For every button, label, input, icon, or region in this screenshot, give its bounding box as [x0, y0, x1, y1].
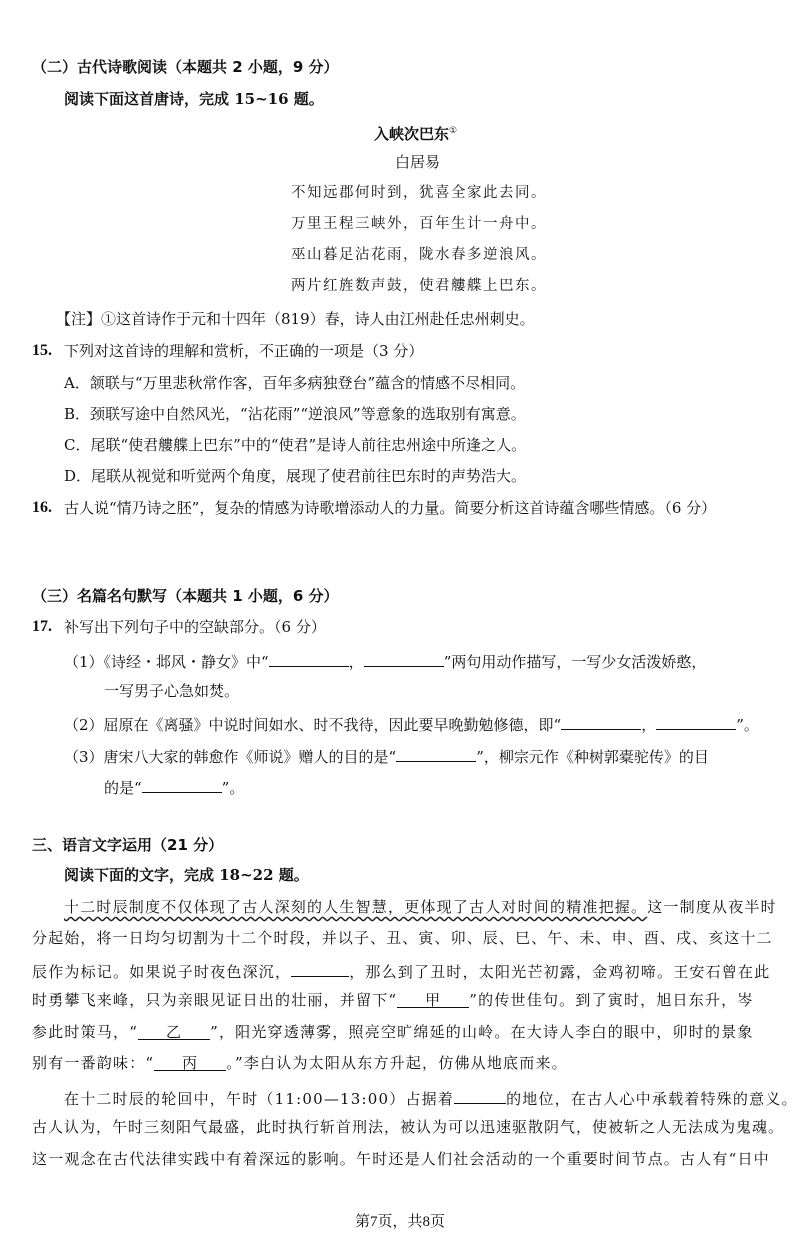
q17-item2-text-a: （2）屈原在《离骚》中说时间如水、时不我待，因此要早晚勤勉修德，即“	[64, 716, 562, 734]
passage-line4-text-b: ”的传世佳句。到了寅时，旭日东升，岑	[469, 991, 754, 1009]
passage-line4-text-a: 时勇攀飞来峰，只为亲眼见证日出的壮丽，并留下“	[32, 991, 398, 1009]
passage-line5-text-a: 参此时策马，“	[32, 1023, 139, 1041]
passage-line5-text-b: ”，阳光穿透薄雾，照亮空旷绵延的山岭。在大诗人李白的眼中，卯时的景象	[210, 1023, 754, 1041]
passage-underlined-sentence: 十二时辰制度不仅体现了古人深刻的人生智慧，更体现了古人对时间的精准把握。	[64, 898, 648, 916]
q17-item1-cont: 一写男子心急如焚。	[104, 682, 240, 700]
poem-line-2: 万里王程三峡外，百年生计一舟中。	[291, 216, 547, 232]
q17-item2-text-b: ，	[641, 716, 657, 734]
passage-line-4	[32, 989, 754, 1011]
q17-item3-cont	[104, 774, 244, 799]
q17-item3-text-a: （3）唐宋八大家的韩愈作《师说》赠人的目的是“	[64, 748, 397, 766]
passage-line-3	[32, 958, 770, 983]
q17-item1-blank-2[interactable]	[364, 648, 444, 667]
q17-item-1	[64, 648, 706, 673]
passage-blank-jia[interactable]: 甲	[397, 989, 469, 1008]
poem-author: 白居易	[395, 153, 441, 171]
passage-blank-bing[interactable]: 丙	[154, 1052, 226, 1071]
passage-blank-1[interactable]	[291, 958, 349, 977]
passage-p2-line-3: 这一观念在古代法律实践中有着深远的影响。午时还是人们社会活动的一个重要时间节点。古人有“日中	[32, 1150, 770, 1168]
q17-number: 17.	[32, 618, 52, 635]
section-title-poetry: （二）古代诗歌阅读（本题共 2 小题，9 分）	[32, 58, 339, 76]
q17-item1-blank-1[interactable]	[269, 648, 349, 667]
poem-line-3: 巫山暮足沾花雨，陇水春多逆浪风。	[291, 247, 547, 263]
passage-line6-text-a: 别有一番韵味：“	[32, 1054, 155, 1072]
passage-blank-yi[interactable]: 乙	[138, 1021, 210, 1040]
passage-blank-2[interactable]	[454, 1085, 506, 1104]
page-footer: 第7页，共8页	[354, 1214, 445, 1230]
q15-option-c: C．尾联“使君艛艓上巴东”中的“使君”是诗人前往忠州途中所逢之人。	[64, 436, 527, 454]
poem-title-text: 入峡次巴东	[374, 125, 450, 143]
q17-item1-text-c: ”两句用动作描写，一写少女活泼娇憨，	[443, 653, 707, 671]
q16-number: 16.	[32, 499, 52, 516]
q16-stem: 古人说“情乃诗之胚”，复杂的情感为诗歌增添动人的力量。简要分析这首诗蕴含哪些情感。（6 分）	[64, 499, 717, 517]
part3-instruction: 阅读下面的文字，完成 18~22 题。	[64, 866, 309, 884]
q17-item1-text-b: ，	[348, 653, 364, 671]
section-title-recitation: （三）名篇名句默写（本题共 1 小题，6 分）	[32, 587, 339, 605]
part3-title: 三、语言文字运用（21 分）	[32, 836, 224, 854]
passage-line1-rest: 这一制度从夜半时	[647, 898, 777, 916]
poem-title	[374, 120, 457, 145]
passage-p2-line1-text-b: 的地位，在古人心中承载着特殊的意义。	[506, 1090, 798, 1108]
passage-line-5	[32, 1021, 754, 1043]
passage-p2-line-2: 古人认为，午时三刻阳气最盛，此时执行斩首刑法，被认为可以迅速驱散阴气，使被斩之人无法成为鬼魂。	[32, 1118, 785, 1136]
passage-p2-line1-text-a: 在十二时辰的轮回中，午时（11:00—13:00）占据着	[64, 1090, 455, 1108]
q17-item2-blank-1[interactable]	[561, 711, 641, 730]
q17-item3-text-c: 的是“	[104, 779, 142, 797]
q17-item-2	[64, 711, 759, 736]
passage-line-1	[64, 896, 777, 918]
poem-line-1: 不知远郡何时到，犹喜全家此去同。	[291, 185, 547, 201]
q17-item3-blank-1[interactable]	[396, 743, 476, 762]
q17-item3-text-d: ”。	[221, 779, 245, 797]
q17-item-3	[64, 743, 709, 768]
passage-line-2: 分起始，将一日均匀切割为十二个时段，并以子、丑、寅、卯、辰、巳、午、未、申、酉、戌、亥这十二	[32, 929, 773, 947]
q15-option-d: D．尾联从视觉和听觉两个角度，展现了使君前往巴东时的声势浩大。	[64, 467, 527, 485]
q17-item3-blank-2[interactable]	[142, 774, 222, 793]
q17-item2-text-c: ”。	[736, 716, 759, 734]
q17-item3-text-b: ”，柳宗元作《种树郭橐驼传》的目	[476, 748, 709, 766]
passage-line-6	[32, 1052, 568, 1074]
passage-line3-text-a: 辰作为标记。如果说子时夜色深沉，	[32, 963, 292, 981]
q15-number: 15.	[32, 342, 52, 359]
poem-footnote: 【注】①这首诗作于元和十四年（819）春，诗人由江州赴任忠州刺史。	[56, 310, 535, 328]
q15-stem: 下列对这首诗的理解和赏析，不正确的一项是（3 分）	[64, 342, 424, 360]
passage-line6-text-b: 。”李白认为太阳从东方升起，仿佛从地底而来。	[226, 1054, 568, 1072]
poetry-instruction: 阅读下面这首唐诗，完成 15~16 题。	[64, 90, 324, 108]
poem-note-mark: ①	[449, 126, 458, 136]
poem-line-4: 两片红旌数声鼓，使君艛艓上巴东。	[291, 278, 547, 294]
q17-item1-text-a: （1）《诗经・邶风・静女》中“	[64, 653, 269, 671]
q15-option-b: B．颈联写途中自然风光，“沾花雨”“逆浪风”等意象的选取别有寓意。	[64, 405, 526, 423]
q15-option-a: A．颔联与“万里悲秋常作客，百年多病独登台”蕴含的情感不尽相同。	[64, 374, 526, 392]
q17-stem: 补写出下列句子中的空缺部分。（6 分）	[64, 618, 326, 636]
passage-line3-text-b: ，那么到了丑时，太阳光芒初露，金鸡初啼。王安石曾在此	[349, 963, 771, 981]
q17-item2-blank-2[interactable]	[656, 711, 736, 730]
passage-p2-line-1	[64, 1085, 798, 1110]
